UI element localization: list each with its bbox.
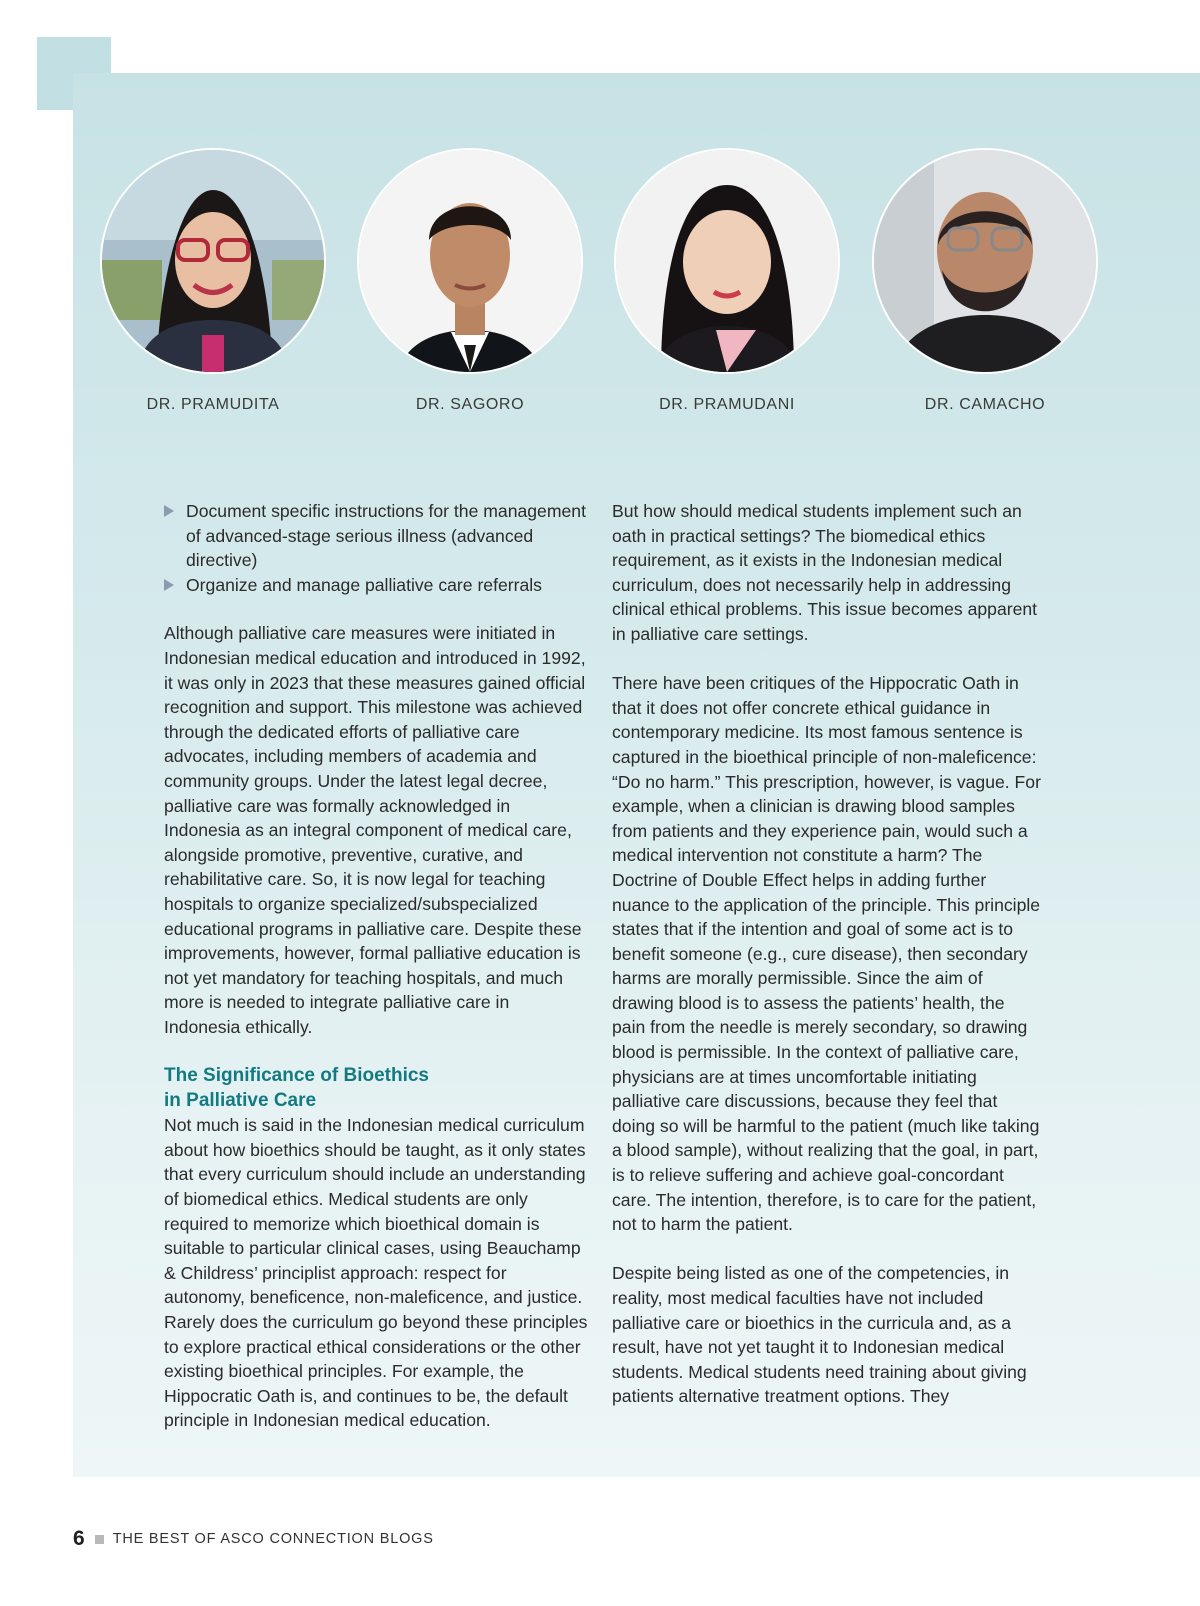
body-paragraph: Although palliative care measures were initiated in Indonesian medical education and introduced in 1992, it was only in 2023 that these measures gained official recognition and support. This milestone was achieved through the dedicated efforts of palliative care advocates, including members of academia and community groups. Under the latest legal decree, palliative care was formally acknowledged in Indonesia as an integral component of medical care, alongside promotive, preventive, curative, and rehabilitative care. So, it is now legal for teaching hospitals to organize specialized/subspecialized educational programs in palliative care. Despite these improvements, however, formal palliative education is not yet mandatory for teaching hospitals, and much more is needed to integrate palliative care in Indonesia ethically. <box>164 623 586 1037</box>
bullet-text-2: Organize and manage palliative care referrals <box>186 574 542 595</box>
portrait-photo-icon <box>872 148 1098 374</box>
square-separator-icon <box>95 1535 104 1544</box>
portrait-1 <box>100 148 326 374</box>
body-paragraph: Despite being listed as one of the competencies, in reality, most medical faculties have not included palliative care or bioethics in the curricula and, as a result, have not yet taught it to Indonesian medical students. Medical students need training about giving patients alternative treatment options. They <box>612 1263 1027 1407</box>
portrait-2 <box>357 148 583 374</box>
doctor-name-1: DR. PRAMUDITA <box>146 396 280 413</box>
portrait-photo-icon <box>357 148 583 374</box>
article-column-left <box>164 499 589 1433</box>
doctor-name-4: DR. CAMACHO <box>924 396 1046 413</box>
portrait-photo-icon <box>100 148 326 374</box>
portrait-photo-icon <box>614 148 840 374</box>
doctor-name-2: DR. SAGORO <box>415 396 525 413</box>
body-paragraph: There have been critiques of the Hippocratic Oath in that it does not offer concrete ethical guidance in contemporary medicine. Its most famous sentence is captured in the bioethical principle of non-maleficence: “Do no harm.” This prescription, however, is vague. For example, when a clinician is drawing blood samples from patients and they experience pain, would such a medical intervention not constitute a harm? The Doctrine of Double Effect helps in adding further nuance to the application of the principle. This principle states that if the intention and goal of some act is to benefit someone (e.g., cure disease), then secondary harms are morally permissible. Since the aim of drawing blood is to assess the patients’ health, the pain from the needle is merely secondary, so drawing blood is permissible. In the context of palliative care, physicians are at times uncomfortable initiating palliative care discussions, because they feel that doing so will be harmful to the patient (much like taking a blood sample), without realizing that the goal, in part, is to relieve suffering and achieve goal-concordant care. The intention, therefore, is to care for the patient, not to harm the patient. <box>612 673 1041 1235</box>
page-footer <box>73 1527 434 1551</box>
doctor-name-3: DR. PRAMUDANI <box>659 396 795 413</box>
triangle-bullet-icon <box>164 505 174 517</box>
bullet-list <box>164 499 589 597</box>
page-number: 6 <box>73 1527 85 1550</box>
section-heading-line-1: The Significance of Bioethics <box>164 1065 429 1087</box>
portrait-4 <box>872 148 1098 374</box>
section-heading <box>164 1064 589 1113</box>
body-paragraph: Not much is said in the Indonesian medical curriculum about how bioethics should be taught, as it only states that every curriculum should include an understanding of biomedical ethics. Medical students are only required to memorize which bioethical domain is suitable to particular clinical cases, using Beauchamp & Childress’ principlist approach: respect for autonomy, beneficence, non-maleficence, and justice. Rarely does the curriculum go beyond these principles to explore practical ethical considerations or the other existing bioethical principles. For example, the Hippocratic Oath is, and continues to be, the default principle in Indonesian medical education. <box>164 1115 588 1431</box>
body-paragraph: But how should medical students implement such an oath in practical settings? The biomedical ethics requirement, as it exists in the Indonesian medical curriculum, does not necessarily help in addressing clinical ethical problems. This issue becomes apparent in palliative care settings. <box>612 501 1038 644</box>
section-heading-line-2: in Palliative Care <box>164 1089 317 1111</box>
list-item <box>164 499 589 573</box>
triangle-bullet-icon <box>164 579 174 591</box>
bullet-text-1: Document specific instructions for the management of advanced-stage serious illness (advanced directive) <box>186 501 586 571</box>
publication-title: THE BEST OF ASCO CONNECTION BLOGS <box>112 1531 434 1547</box>
portrait-3 <box>614 148 840 374</box>
article-column-right <box>612 499 1042 1409</box>
list-item <box>164 573 589 598</box>
